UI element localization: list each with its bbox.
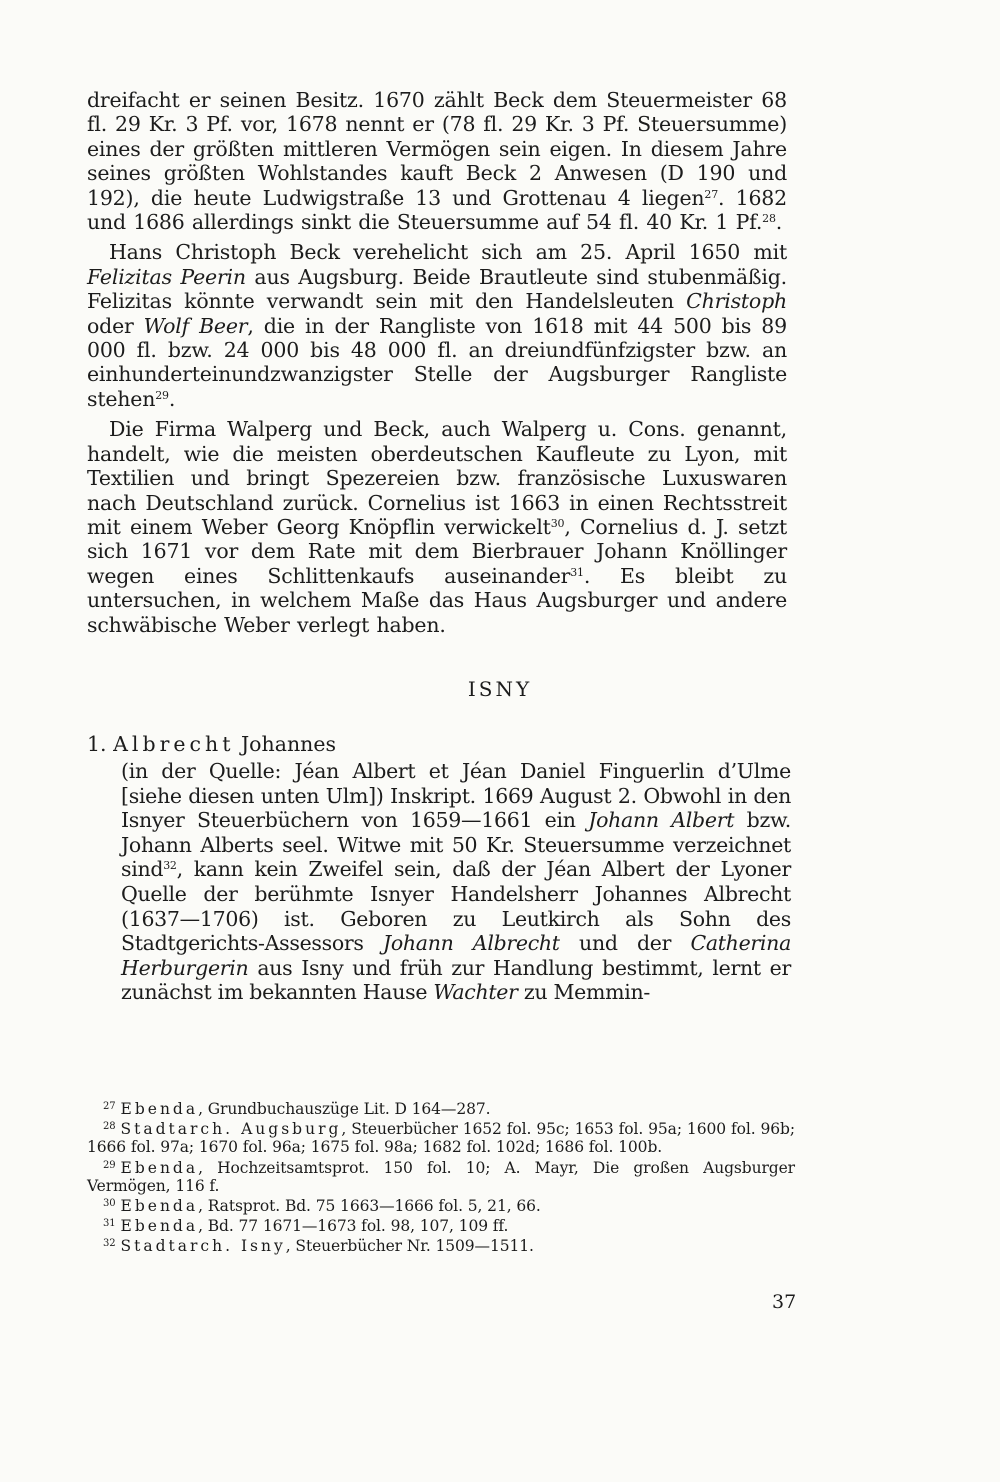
text-run: , kann kein Zweifel sein, daß der Jéan Albert der Lyoner Quelle der berühmte Isnyer Handelsherr Johannes Albrecht (1637—1706) ist. Geboren zu Leutkirch als Sohn des Stadtgerichts-Assessors: [121, 857, 791, 956]
footnote-ref: 31: [570, 565, 584, 579]
entry-number: 1.: [87, 732, 107, 756]
footnote-text: , Hochzeitsamtsprot. 150 fol. 10; A. Mayr, Die großen Augsburger Vermögen, 116 f.: [87, 1158, 795, 1195]
footnote: [87, 1215, 795, 1235]
italic-name: Johann Albrecht: [382, 931, 560, 956]
footnote-number: 29: [103, 1159, 116, 1171]
text-run: bzw. Johann Alberts seel. Witwe mit 50 Kr. Steuersumme verzeichnet sind: [121, 808, 791, 882]
entry-surname: Albrecht: [113, 732, 235, 756]
paragraph-3: [87, 417, 787, 637]
footnote: [87, 1118, 795, 1156]
footnotes: [87, 1098, 795, 1256]
footnote-text: , Ratsprot. Bd. 75 1663—1666 fol. 5, 21, 66.: [198, 1197, 541, 1216]
footnote-number: 28: [103, 1121, 116, 1133]
footnote-number: 30: [103, 1198, 116, 1210]
footnote-text: , Grundbuchauszüge Lit. D 164—287.: [198, 1100, 491, 1118]
footnote: [87, 1235, 795, 1255]
text-run: .: [775, 210, 783, 235]
footnote-source: Stadtarch. Isny: [120, 1237, 286, 1256]
text-run: Hans Christoph Beck verehelicht sich am 25. April 1650 mit: [109, 240, 787, 265]
text-run: aus Augsburg. Beide Brautleute sind stubenmäßig. Felizitas könnte verwandt sein mit den Handelsleuten: [87, 264, 787, 314]
footnote-number: 32: [103, 1238, 116, 1250]
footnote: [87, 1195, 795, 1215]
page-number: 37: [772, 1291, 797, 1313]
footnote-ref: 30: [550, 516, 565, 530]
main-text: [87, 88, 787, 637]
text-run: . Es bleibt zu untersuchen, in welchem Maße das Haus Augsburger und andere schwäbische Weber verlegt haben.: [87, 563, 787, 637]
text-run: (in der Quelle: Jéan Albert et Jéan Daniel Finguerlin d’Ulme [siehe diesen unten Ulm]) Inskript. 1669 August 2. Obwohl in den Isnyer Steuerbüchern von 1659—1661 ein: [121, 759, 791, 833]
footnote-number: 27: [103, 1101, 116, 1112]
italic-name: Catherina Herburgerin: [121, 931, 791, 980]
footnote-number: 31: [103, 1218, 116, 1230]
footnote-text: , Steuerbücher Nr. 1509—1511.: [285, 1237, 534, 1256]
footnote-source: Ebenda: [120, 1217, 199, 1236]
entry-title: [87, 732, 336, 756]
italic-name: Wolf Beer: [143, 313, 248, 338]
footnote-text: , Bd. 77 1671—1673 fol. 98, 107, 109 ff.: [198, 1217, 509, 1236]
text-run: und der: [559, 931, 691, 956]
footnote-source: Ebenda: [120, 1100, 199, 1118]
text-run: zu Memmin-: [517, 980, 651, 1005]
text-run: , die in der Rangliste von 1618 mit 44 500 bis 89 000 fl. bzw. 24 000 bis 48 000 fl. an dreiundfünfzigster bzw. an einhunderteinundzwanzigster Stelle der Augsburger Rangliste stehen: [87, 313, 787, 411]
text-run: . 1682 und 1686 allerdings sinkt die Steuersumme auf 54 fl. 40 Kr. 1 Pf.: [87, 185, 787, 235]
paragraph-2: [87, 240, 787, 411]
text-run: .: [168, 386, 176, 411]
footnote-source: Ebenda: [120, 1158, 199, 1177]
footnote-source: Stadtarch. Augsburg: [120, 1120, 342, 1139]
text-run: Die Firma Walperg und Beck, auch Walperg u. Cons. genannt, handelt, wie die meisten oberdeutschen Kaufleute zu Lyon, mit Textilien und bringt Spezereien bzw. französische Luxuswaren nach Deutschland zurück. Cornelius ist 1663 in einen Rechtsstreit mit einem Weber Georg Knöpflin verwickelt: [87, 417, 787, 539]
section-heading: ISNY: [467, 677, 533, 701]
italic-name: Wachter: [433, 980, 518, 1005]
footnote-ref: 32: [163, 859, 177, 873]
paragraph-1: [87, 88, 787, 234]
footnote-ref: 27: [704, 187, 719, 201]
text-run: aus Isny und früh zur Handlung bestimmt, lernt er zunächst im bekannten Hause: [121, 955, 791, 1005]
footnote-ref: 28: [762, 212, 776, 226]
text-run: , Cornelius d. J. setzt sich 1671 vor dem Rate mit dem Bierbrauer Johann Knöllinger wegen eines Schlittenkaufs auseinander: [87, 514, 787, 588]
entry-given-name: Johannes: [240, 732, 337, 756]
footnote: [87, 1157, 795, 1195]
italic-name: Felizitas Peerin: [87, 264, 246, 289]
text-run: oder: [87, 313, 144, 338]
text-run: dreifacht er seinen Besitz. 1670 zählt Beck dem Steuermeister 68 fl. 29 Kr. 3 Pf. vor, 1678 nennt er (78 fl. 29 Kr. 3 Pf. Steuersumme) eines der größten mittleren Vermögen sein eigen. In diesem Jahre seines größten Wohlstandes kauft Beck 2 Anwesen (D 190 und 192), die heute Ludwigstraße 13 und Grottenau 4 liegen: [87, 88, 787, 210]
footnote-text: , Steuerbücher 1652 fol. 95c; 1653 fol. 95a; 1600 fol. 96b; 1666 fol. 97a; 1670 fol. 96a; 1675 fol. 98a; 1682 fol. 102d; 1686 fol. 100b.: [87, 1120, 795, 1157]
footnote-source: Ebenda: [120, 1197, 199, 1216]
footnote-ref: 29: [155, 388, 169, 402]
entry-body: [121, 759, 791, 1005]
italic-name: Christoph: [686, 289, 787, 314]
footnote: [87, 1098, 795, 1118]
italic-name: Johann Albert: [588, 808, 735, 833]
